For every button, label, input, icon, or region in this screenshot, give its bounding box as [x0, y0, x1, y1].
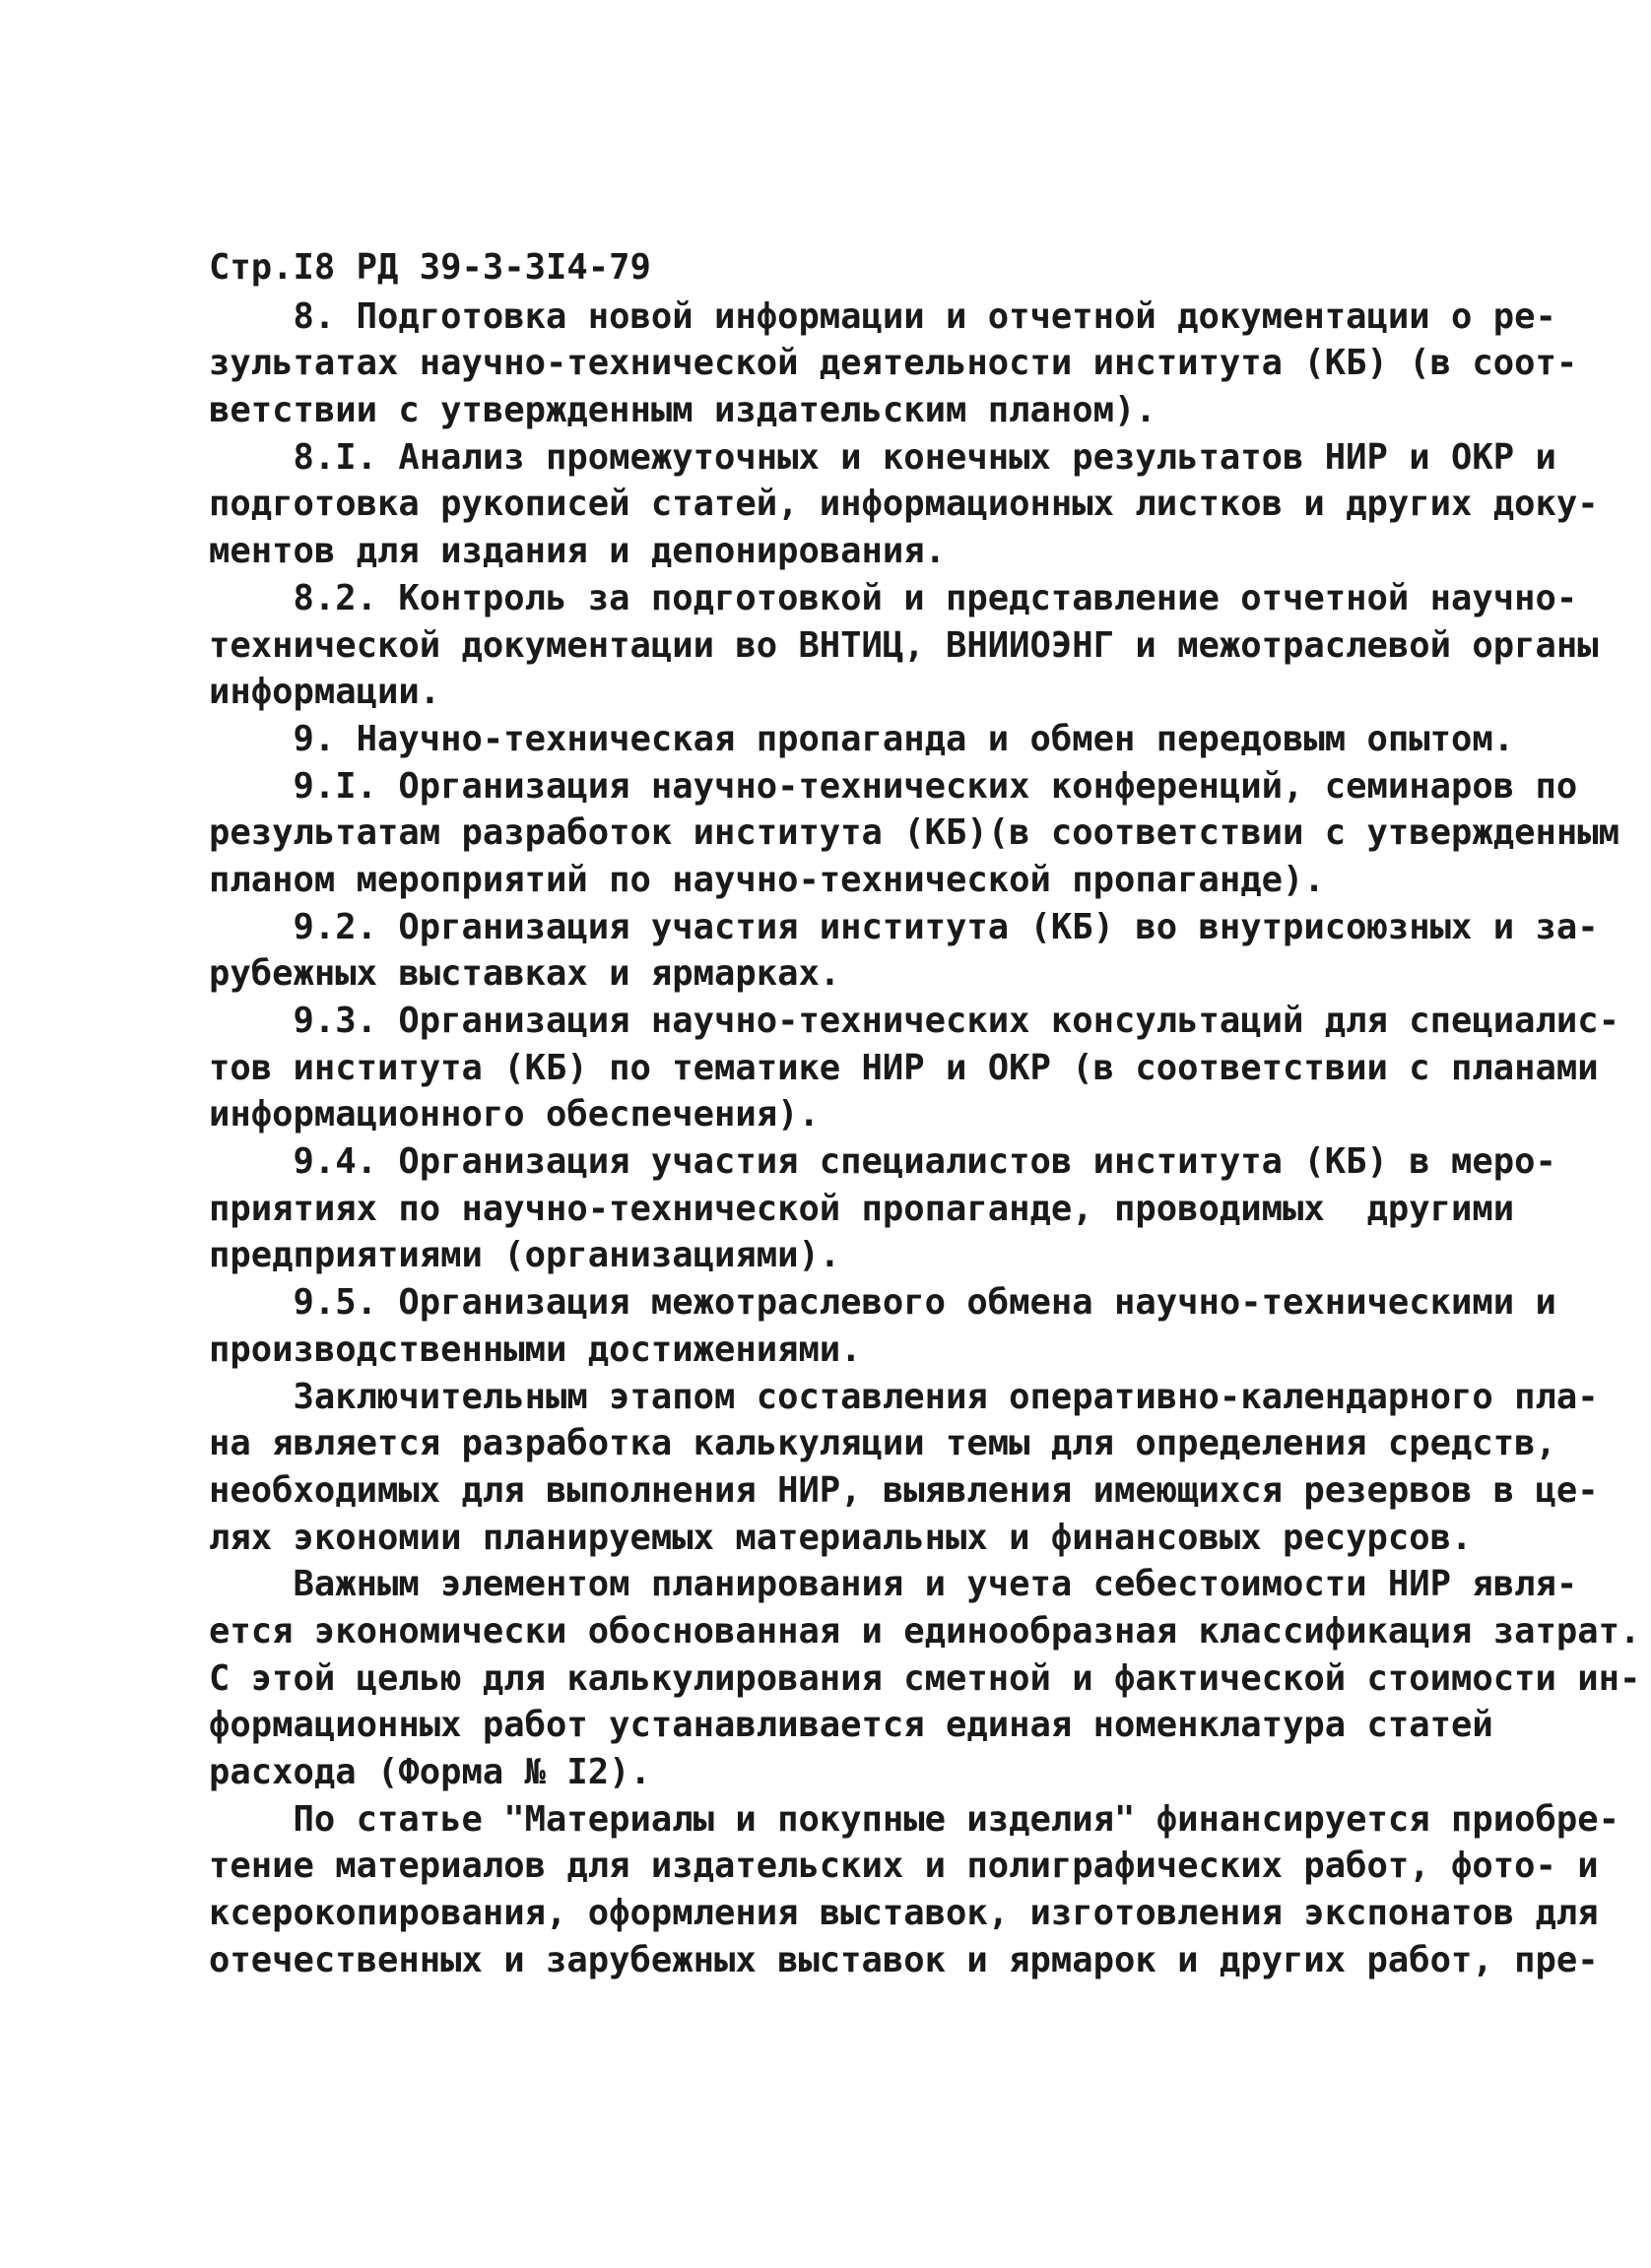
- text-line: результатам разработок института (КБ)(в соответствии с утвержденным: [209, 812, 1619, 854]
- text-line: технической документации во ВНТИЦ, ВНИИОЭНГ и межотраслевой органы: [209, 624, 1599, 666]
- text-line: тение материалов для издательских и полиграфических работ, фото- и: [209, 1846, 1599, 1887]
- page-header: Стр.I8 РД 39-3-3I4-79: [209, 247, 651, 288]
- text-line: 8.2. Контроль за подготовкой и представление отчетной научно-: [209, 577, 1578, 618]
- text-line: 8. Подготовка новой информации и отчетной документации о ре-: [209, 295, 1556, 337]
- text-line: формационных работ устанавливается единая номенклатура статей: [209, 1705, 1493, 1746]
- text-line: информационного обеспечения).: [209, 1094, 820, 1135]
- text-line: Заключительным этапом составления оперативно-календарного пла-: [209, 1376, 1599, 1417]
- text-line: подготовка рукописей статей, информационных листков и других доку-: [209, 484, 1599, 525]
- text-line: 9. Научно-техническая пропаганда и обмен передовым опытом.: [209, 718, 1515, 759]
- paragraph-block: [209, 293, 1641, 1984]
- text-line: ветствии с утвержденным издательским планом).: [209, 390, 1156, 431]
- text-line: планом мероприятий по научно-технической пропаганде).: [209, 859, 1325, 900]
- text-line: приятиях по научно-технической пропаганде, проводимых другими: [209, 1188, 1515, 1229]
- text-line: С этой целью для калькулирования сметной и фактической стоимости ин-: [209, 1657, 1641, 1699]
- text-line: рубежных выставках и ярмарках.: [209, 953, 841, 995]
- text-line: ется экономически обоснованная и единообразная классификация затрат.: [209, 1610, 1641, 1652]
- text-line: необходимых для выполнения НИР, выявления имеющихся резервов в це-: [209, 1469, 1599, 1511]
- text-line: информации.: [209, 672, 441, 713]
- text-line: производственными достижениями.: [209, 1328, 862, 1370]
- text-line: расхода (Форма № I2).: [209, 1752, 651, 1792]
- text-line: отечественных и зарубежных выставок и ярмарок и других работ, пре-: [209, 1939, 1599, 1980]
- text-line: Важным элементом планирования и учета себестоимости НИР явля-: [209, 1564, 1578, 1605]
- text-line: 9.4. Организация участия специалистов института (КБ) в меро-: [209, 1141, 1556, 1183]
- text-line: тов института (КБ) по тематике НИР и ОКР (в соответствии с планами: [209, 1047, 1599, 1088]
- text-line: 9.2. Организация участия института (КБ) во внутрисоюзных и за-: [209, 906, 1599, 947]
- text-line: 9.5. Организация межотраслевого обмена научно-техническими и: [209, 1282, 1556, 1324]
- text-line: на является разработка калькуляции темы для определения средств,: [209, 1423, 1556, 1464]
- text-line: зультатах научно-технической деятельности института (КБ) (в соот-: [209, 343, 1578, 384]
- text-line: предприятиями (организациями).: [209, 1235, 841, 1276]
- text-line: ментов для издания и депонирования.: [209, 531, 947, 572]
- text-line: лях экономии планируемых материальных и финансовых ресурсов.: [209, 1517, 1473, 1558]
- document-body: [209, 244, 1641, 1983]
- text-line: 8.I. Анализ промежуточных и конечных результатов НИР и ОКР и: [209, 436, 1556, 478]
- text-line: 9.I. Организация научно-технических конференций, семинаров по: [209, 765, 1578, 807]
- text-line: По статье "Материалы и покупные изделия" финансируется приобре-: [209, 1798, 1619, 1840]
- text-line: 9.3. Организация научно-технических консультаций для специалис-: [209, 1001, 1619, 1041]
- text-line: ксерокопирования, оформления выставок, изготовления экспонатов для: [209, 1893, 1599, 1934]
